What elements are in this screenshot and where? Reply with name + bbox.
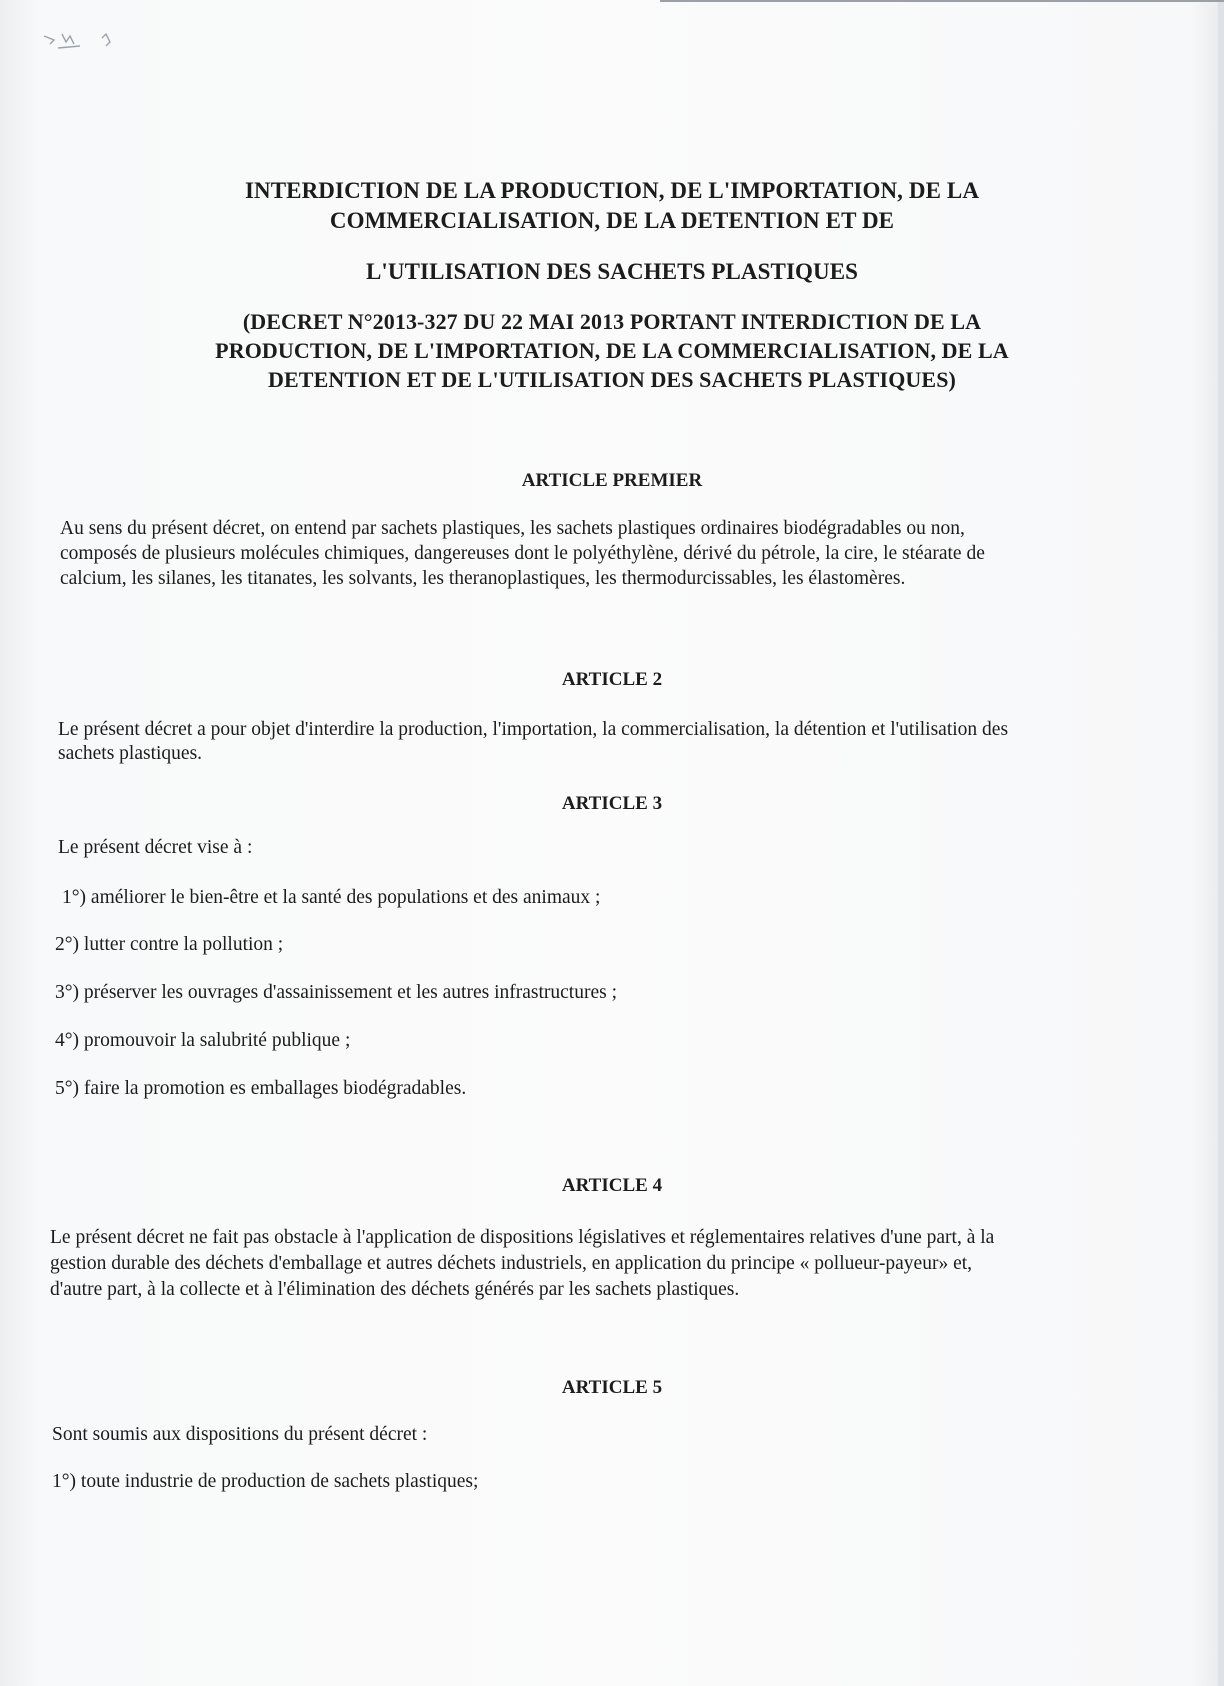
article-2-heading: ARTICLE 2 — [561, 669, 663, 690]
article-3-item: 3°) préserver les ouvrages d'assainissement et les autres infrastructures ; — [55, 982, 617, 1003]
article-3-item: 5°) faire la promotion es emballages biodégradables. — [55, 1078, 467, 1099]
document-title — [0, 176, 1224, 236]
article-5-item: 1°) toute industrie de production de sachets plastiques; — [52, 1471, 479, 1492]
article-5-intro: Sont soumis aux dispositions du présent décret : — [52, 1424, 428, 1445]
paragraph-line: Au sens du présent décret, on entend par sachets plastiques, les sachets plastiques ordinaires biodégradables ou non, — [60, 518, 965, 539]
article-3-item: 2°) lutter contre la pollution ; — [55, 934, 284, 955]
subtitle-line-1: (DECRET N°2013-327 DU 22 MAI 2013 PORTANT INTERDICTION DE LA — [242, 309, 982, 334]
title-line-2: COMMERCIALISATION, DE LA DETENTION ET DE — [329, 208, 895, 233]
article-3-heading: ARTICLE 3 — [561, 793, 663, 814]
title-line-1: INTERDICTION DE LA PRODUCTION, DE L'IMPORTATION, DE LA — [244, 178, 980, 203]
paragraph-line: composés de plusieurs molécules chimiques, dangereuses dont le polyéthylène, dérivé du pétrole, la cire, le stéarate de — [60, 543, 985, 564]
subtitle-line-2: PRODUCTION, DE L'IMPORTATION, DE LA COMMERCIALISATION, DE LA — [215, 338, 1009, 363]
article-4-text — [50, 1225, 994, 1303]
paragraph-line: Le présent décret a pour objet d'interdire la production, l'importation, la commercialisation, la détention et l'utilisation des — [58, 719, 1009, 740]
article-4-heading: ARTICLE 4 — [561, 1175, 663, 1196]
scan-speck-mark — [40, 28, 120, 54]
paragraph-line: Le présent décret ne fait pas obstacle à l'application de dispositions législatives et réglementaires relatives d'une part, à la — [50, 1227, 995, 1248]
document-title-continued — [0, 257, 1224, 287]
article-premier-heading: ARTICLE PREMIER — [521, 470, 703, 491]
paragraph-line: d'autre part, à la collecte et à l'élimination des déchets générés par les sachets plastiques. — [50, 1279, 740, 1300]
page-edge-shadow — [1218, 0, 1224, 1686]
article-3-intro: Le présent décret vise à : — [58, 837, 253, 858]
subtitle-line-3: DETENTION ET DE L'UTILISATION DES SACHETS PLASTIQUES) — [268, 367, 956, 392]
article-3-item: 1°) améliorer le bien-être et la santé des populations et des animaux ; — [62, 887, 601, 908]
article-premier-text — [60, 516, 985, 591]
article-2-text — [58, 718, 1008, 766]
paragraph-line: sachets plastiques. — [58, 743, 203, 764]
paragraph-line: gestion durable des déchets d'emballage et autres déchets industriels, en application du principe « pollueur-payeur» et, — [50, 1253, 973, 1274]
title-line-3: L'UTILISATION DES SACHETS PLASTIQUES — [365, 259, 859, 284]
decree-subtitle — [0, 307, 1224, 394]
article-3-item: 4°) promouvoir la salubrité publique ; — [55, 1030, 351, 1051]
top-scan-line — [660, 0, 1224, 2]
article-5-heading: ARTICLE 5 — [561, 1377, 663, 1398]
paragraph-line: calcium, les silanes, les titanates, les solvants, les theranoplastiques, les thermodurcissables, les élastomères. — [60, 568, 906, 589]
